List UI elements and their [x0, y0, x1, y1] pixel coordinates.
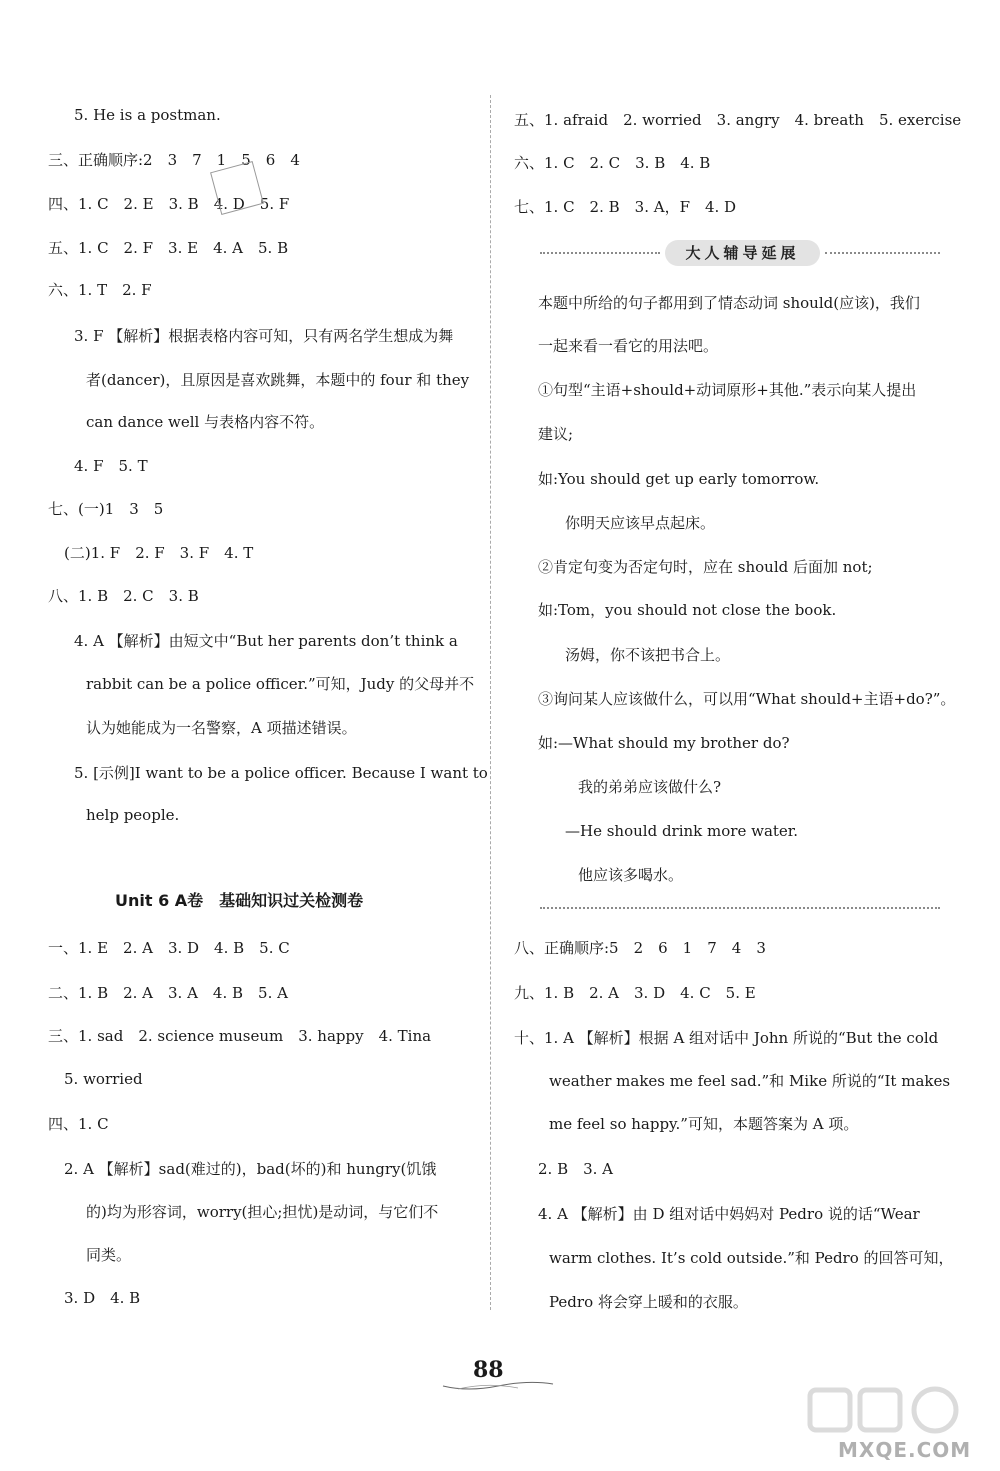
right-answer-line: 六、1. C 2. C 3. B 4. B	[514, 154, 711, 172]
left-answer-line: 认为她能成为一名警察，A 项描述错误。	[86, 719, 357, 737]
right-answer-line: 4. A 【解析】由 D 组对话中妈妈对 Pedro 说的话“Wear	[538, 1205, 920, 1223]
left-answer-line: help people.	[86, 806, 180, 824]
left-answer-line: 5. worried	[64, 1070, 143, 1088]
left-answer-line: 二、1. B 2. A 3. A 4. B 5. A	[48, 984, 288, 1002]
right-answer-line: 如:Tom，you should not close the book.	[538, 601, 837, 619]
left-answer-line: 三、1. sad 2. science museum 3. happy 4. Tina	[48, 1027, 432, 1045]
watermark-url: MXQE.COM	[838, 1438, 972, 1462]
right-answer-line: 五、1. afraid 2. worried 3. angry 4. breath 5. exercise	[514, 111, 962, 129]
right-answer-line: 你明天应该早点起床。	[565, 514, 716, 532]
left-answer-line: 2. A 【解析】sad(难过的)，bad(坏的)和 hungry(饥饿	[64, 1160, 437, 1178]
right-answer-line: 一起来看一看它的用法吧。	[538, 337, 719, 355]
left-answer-line: 一、1. E 2. A 3. D 4. B 5. C	[48, 939, 290, 957]
left-answer-line: 3. F 【解析】根据表格内容可知，只有两名学生想成为舞	[74, 327, 454, 345]
right-answer-line: Pedro 将会穿上暖和的衣服。	[549, 1293, 748, 1311]
box-rule-bottom	[540, 907, 940, 909]
right-answer-line: 我的弟弟应该做什么?	[578, 778, 722, 796]
column-divider	[490, 95, 491, 1310]
left-answer-line: 同类。	[86, 1246, 132, 1264]
right-answer-line: 如:You should get up early tomorrow.	[538, 470, 820, 488]
right-answer-line: 2. B 3. A	[538, 1160, 614, 1178]
right-answer-line: —He should drink more water.	[565, 822, 799, 840]
right-answer-line: 汤姆，你不该把书合上。	[565, 646, 731, 664]
page-ornament-icon	[438, 1380, 558, 1392]
right-answer-line: ②肯定句变为否定句时，应在 should 后面加 not;	[538, 558, 873, 576]
left-answer-line: 七、(一)1 3 5	[48, 500, 164, 518]
left-answer-line: 五、1. C 2. F 3. E 4. A 5. B	[48, 239, 289, 257]
left-answer-line: can dance well 与表格内容不符。	[86, 413, 325, 431]
unit-title: Unit 6 A卷 基础知识过关检测卷	[115, 891, 364, 910]
right-answer-line: 十、1. A 【解析】根据 A 组对话中 John 所说的“But the cold	[514, 1029, 939, 1047]
box-rule-right	[825, 252, 940, 254]
left-answer-line: 八、1. B 2. C 3. B	[48, 587, 199, 605]
left-answer-line: 5. He is a postman.	[74, 106, 221, 124]
box-rule-left	[540, 252, 660, 254]
right-answer-line: 他应该多喝水。	[578, 866, 684, 884]
left-answer-line: 四、1. C 2. E 3. B 4. D 5. F	[48, 195, 290, 213]
left-answer-line: 六、1. T 2. F	[48, 281, 152, 299]
right-answer-line: weather makes me feel sad.”和 Mike 所说的“It makes	[549, 1072, 951, 1090]
right-answer-line: 如:—What should my brother do?	[538, 734, 790, 752]
left-answer-line: 的)均为形容词，worry(担心;担忧)是动词，与它们不	[86, 1203, 439, 1221]
right-answer-line: ①句型“主语+should+动词原形+其他.”表示向某人提出	[538, 381, 917, 399]
right-answer-line: 八、正确顺序:5 2 6 1 7 4 3	[514, 939, 766, 957]
right-answer-line: ③询问某人应该做什么，可以用“What should+主语+do?”。	[538, 690, 956, 708]
left-answer-line: 四、1. C	[48, 1115, 109, 1133]
box-title: 大人辅导延展	[665, 240, 820, 266]
right-answer-line: me feel so happy.”可知，本题答案为 A 项。	[549, 1115, 859, 1133]
left-answer-line: 5. [示例]I want to be a police officer. Because I want to	[74, 764, 488, 782]
right-answer-line: 七、1. C 2. B 3. A，F 4. D	[514, 198, 737, 216]
page-number: 88	[473, 1357, 504, 1383]
right-answer-line: 九、1. B 2. A 3. D 4. C 5. E	[514, 984, 756, 1002]
left-answer-line: rabbit can be a police officer.”可知，Judy 的父母并不	[86, 675, 475, 693]
left-answer-line: 者(dancer)，且原因是喜欢跳舞，本题中的 four 和 they	[86, 371, 470, 389]
right-answer-line: 本题中所给的句子都用到了情态动词 should(应该)，我们	[538, 294, 920, 312]
left-answer-line: (二)1. F 2. F 3. F 4. T	[64, 544, 254, 562]
left-answer-line: 3. D 4. B	[64, 1289, 141, 1307]
right-answer-line: warm clothes. It’s cold outside.”和 Pedro 的回答可知，	[549, 1249, 954, 1267]
right-answer-line: 建议;	[538, 425, 574, 443]
left-answer-line: 4. A 【解析】由短文中“But her parents don’t think a	[74, 632, 458, 650]
left-answer-line: 4. F 5. T	[74, 457, 148, 475]
left-answer-line: 三、正确顺序:2 3 7 1 5 6 4	[48, 151, 300, 169]
